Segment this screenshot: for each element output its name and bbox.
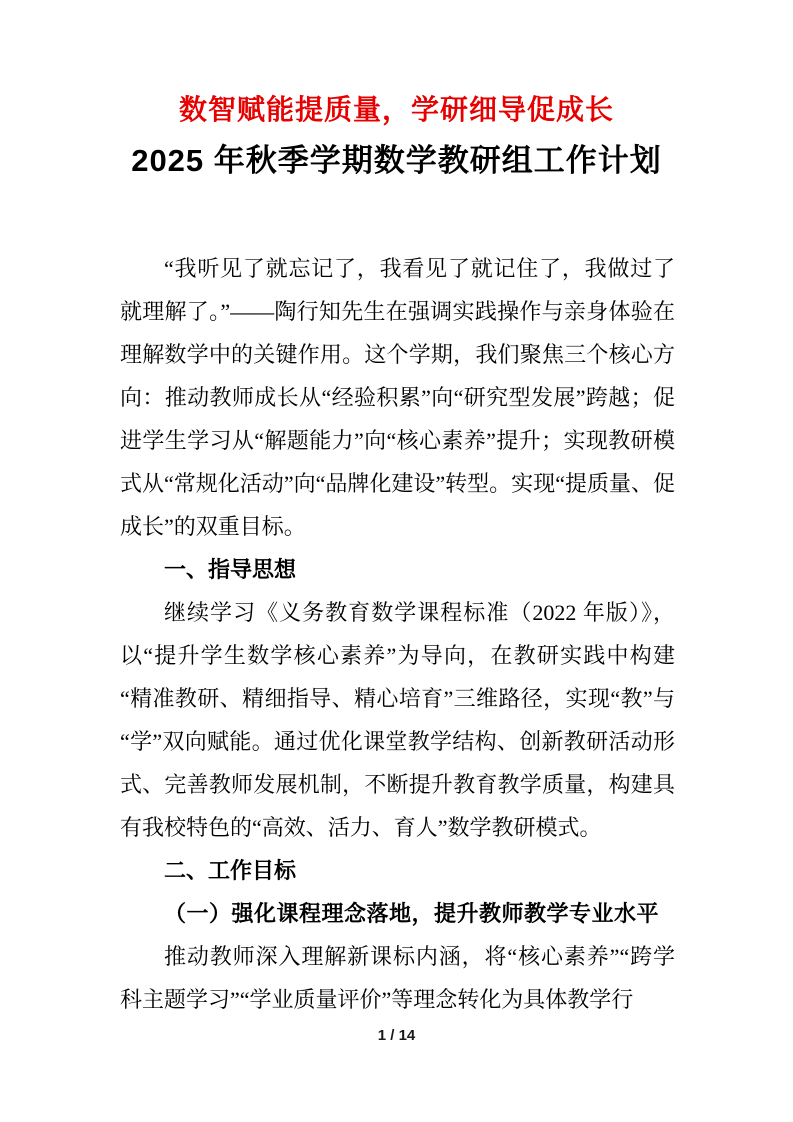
document-body xyxy=(0,247,793,1021)
intro-paragraph: “我听见了就忘记了，我看见了就记住了，我做过了就理解了。”——陶行知先生在强调实践操作与亲身体验在理解数学中的关键作用。这个学期，我们聚焦三个核心方向：推动教师成长从“经验积累”向“研究型发展”跨越；促进学生学习从“解题能力”向“核心素养”提升；实现教研模式从“常规化活动”向“品牌化建设”转型。实现“提质量、促成长”的双重目标。 xyxy=(120,256,675,539)
page-number: 1 / 14 xyxy=(377,1027,416,1044)
section-heading-guiding-ideology: 一、指导思想 xyxy=(164,557,297,582)
motto-title: 数智赋能提质量，学研细导促成长 xyxy=(178,95,614,126)
paragraph-curriculum: 推动教师深入理解新课标内涵，将“核心素养”“跨学科主题学习”“学业质量评价”等理念转化为具体教学行 xyxy=(120,944,675,1012)
section-heading-work-goals: 二、工作目标 xyxy=(164,858,297,883)
paragraph-guiding-ideology: 继续学习《义务教育数学课程标准（2022 年版）》，以“提升学生数学核心素养”为导向，在教研实践中构建“精准教研、精细指导、精心培育”三维路径，实现“教”与“学”双向赋能。通过优化课堂教学结构、创新教研活动形式、完善教师发展机制，不断提升教育教学质量，构建具有我校特色的“高效、活力、育人”数学教研模式。 xyxy=(120,600,675,840)
document-title: 2025 年秋季学期数学教研组工作计划 xyxy=(131,143,662,178)
subsection-heading-curriculum: （一）强化课程理念落地，提升教师教学专业水平 xyxy=(164,901,660,926)
